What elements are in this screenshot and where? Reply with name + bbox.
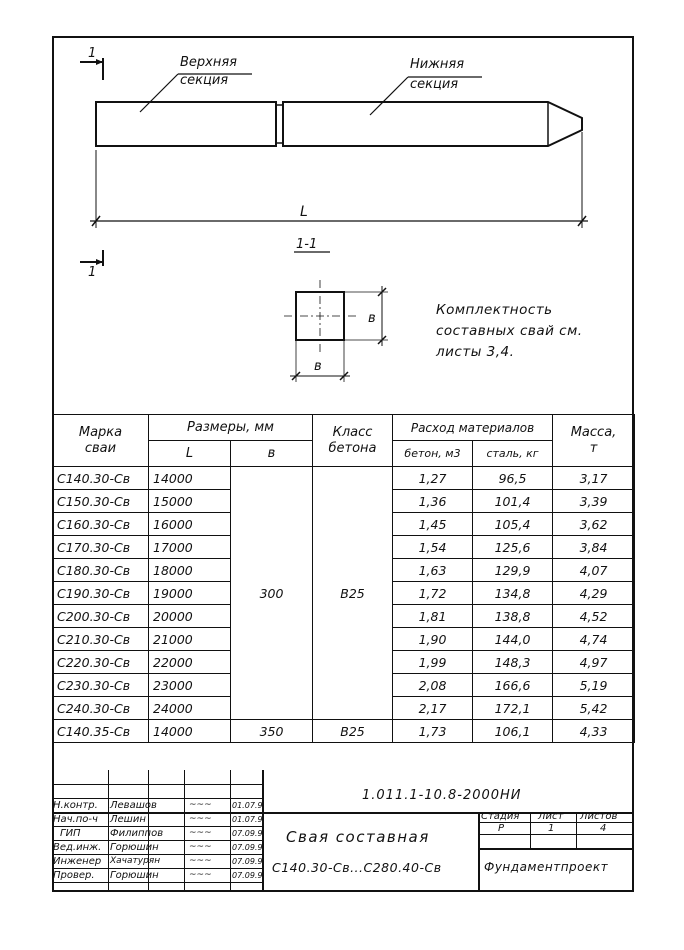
cell-mark: С190.30-Св: [53, 582, 149, 605]
role-name: Лешин: [110, 814, 146, 825]
stamp-hline: [478, 848, 634, 850]
cell-steel: 166,6: [473, 674, 553, 697]
section-mark-top: 1: [88, 46, 97, 61]
cell-mark: С240.30-Св: [53, 697, 149, 720]
header-concrete-class: Класс бетона: [313, 415, 393, 467]
cell-concrete: 1,36: [393, 490, 473, 513]
cell-mass: 4,29: [553, 582, 635, 605]
cut-title: 1-1: [296, 237, 318, 252]
doc-code: 1.011.1-10.8-2000НИ: [362, 788, 522, 803]
cell-concrete: 1,90: [393, 628, 473, 651]
role-name: Горюшин: [110, 842, 159, 853]
signature-icon: ~~~: [189, 856, 212, 866]
lower-leader: [370, 77, 408, 115]
sheets-value: 4: [600, 823, 607, 834]
cell-mass: 4,74: [553, 628, 635, 651]
cell-class: В25: [313, 720, 393, 743]
cell-mass: 4,07: [553, 559, 635, 582]
cell-steel: 106,1: [473, 720, 553, 743]
section-arrow-top-icon: [96, 59, 103, 65]
cell-steel: 129,9: [473, 559, 553, 582]
upper-leader: [140, 74, 178, 112]
cell-b: 350: [231, 720, 313, 743]
cell-steel: 172,1: [473, 697, 553, 720]
signature-icon: ~~~: [189, 842, 212, 852]
cell-l: 21000: [149, 628, 231, 651]
cell-l: 23000: [149, 674, 231, 697]
role-label: Провер.: [53, 870, 95, 881]
stamp-subtitle: С140.30-Св...С280.40-Св: [272, 860, 442, 875]
cell-mark: С170.30-Св: [53, 536, 149, 559]
role-date: 07.09.9: [232, 871, 263, 880]
table-body: [53, 467, 635, 743]
cell-mark: С220.30-Св: [53, 651, 149, 674]
sheets-label: Листов: [580, 811, 618, 822]
upper-section-body: [96, 102, 276, 146]
header-concrete: бетон, м3: [393, 441, 473, 467]
length-symbol: L: [300, 204, 308, 220]
spec-table: [52, 414, 635, 743]
cell-concrete: 2,08: [393, 674, 473, 697]
section-arrow-bottom-icon: [96, 259, 103, 265]
cell-mass: 5,42: [553, 697, 635, 720]
cell-mass: 3,62: [553, 513, 635, 536]
note-text: Комплектность составных свай см. листы 3,4.: [436, 302, 583, 360]
table-row-last: [53, 720, 635, 743]
cell-l: 14000: [149, 467, 231, 490]
cell-l: 16000: [149, 513, 231, 536]
cell-mark: С180.30-Св: [53, 559, 149, 582]
cell-concrete: 1,63: [393, 559, 473, 582]
role-name: Хачатурян: [110, 856, 161, 866]
cell-concrete: 1,27: [393, 467, 473, 490]
stamp-vline: [108, 770, 109, 892]
role-name: Левашов: [110, 800, 157, 811]
cell-mark: С140.30-Св: [53, 467, 149, 490]
cell-steel: 101,4: [473, 490, 553, 513]
cell-l: 24000: [149, 697, 231, 720]
cell-l: 19000: [149, 582, 231, 605]
cell-l: 20000: [149, 605, 231, 628]
role-date: 07.09.9: [232, 829, 263, 838]
sheet-label: Лист: [538, 811, 564, 822]
cell-mark: С160.30-Св: [53, 513, 149, 536]
role-label: Нач.по-ч: [53, 814, 98, 825]
cell-l: 18000: [149, 559, 231, 582]
role-date: 01.07.9: [232, 801, 263, 810]
header-size-b: в: [231, 441, 313, 467]
cell-steel: 125,6: [473, 536, 553, 559]
signature-icon: ~~~: [189, 800, 212, 810]
width-symbol-vertical: в: [368, 311, 376, 326]
sheet-value: 1: [548, 823, 555, 834]
cell-steel: 134,8: [473, 582, 553, 605]
signature-icon: ~~~: [189, 870, 212, 880]
cell-l: 14000: [149, 720, 231, 743]
cell-concrete: 1,72: [393, 582, 473, 605]
cell-l: 15000: [149, 490, 231, 513]
header-materials: Расход материалов: [393, 415, 553, 441]
section-mark-bottom: 1: [88, 265, 97, 280]
role-date: 07.09.9: [232, 857, 263, 866]
lower-section-body: [283, 102, 582, 146]
cell-mass: 4,52: [553, 605, 635, 628]
cell-class-merged: В25: [313, 467, 393, 720]
upper-section-label-1: Верхняя: [180, 55, 238, 70]
cell-steel: 138,8: [473, 605, 553, 628]
organization: Фундаментпроект: [484, 860, 609, 874]
role-name: Филиппов: [110, 828, 164, 839]
cell-steel: 148,3: [473, 651, 553, 674]
stamp-vline: [576, 812, 577, 848]
cell-b-merged: 300: [231, 467, 313, 720]
cell-l: 17000: [149, 536, 231, 559]
header-size-l: L: [149, 441, 231, 467]
cell-concrete: 1,73: [393, 720, 473, 743]
stamp-vline: [230, 770, 231, 892]
cell-mass: 3,84: [553, 536, 635, 559]
stamp-vline: [530, 812, 531, 848]
lower-section-label-1: Нижняя: [410, 57, 465, 72]
cell-mark: С230.30-Св: [53, 674, 149, 697]
cell-mark: С200.30-Св: [53, 605, 149, 628]
upper-section-label-2: секция: [180, 73, 229, 88]
stage-label: Стадия: [481, 811, 520, 822]
role-label: Н.контр.: [53, 800, 98, 811]
cell-steel: 105,4: [473, 513, 553, 536]
signature-icon: ~~~: [189, 828, 212, 838]
signature-icon: ~~~: [189, 814, 212, 824]
role-name: Горюшин: [110, 870, 159, 881]
stage-value: Р: [498, 823, 505, 834]
role-date: 07.09.9: [232, 843, 263, 852]
header-steel: сталь, кг: [473, 441, 553, 467]
cell-concrete: 1,54: [393, 536, 473, 559]
cell-mark: С210.30-Св: [53, 628, 149, 651]
stamp-hline: [478, 834, 634, 835]
cell-mark: С140.35-Св: [53, 720, 149, 743]
cell-concrete: 1,99: [393, 651, 473, 674]
cell-steel: 144,0: [473, 628, 553, 651]
role-date: 01.07.9: [232, 815, 263, 824]
cell-concrete: 1,45: [393, 513, 473, 536]
role-label: ГИП: [60, 828, 81, 839]
table-row: [53, 467, 635, 490]
header-sizes: Размеры, мм: [149, 415, 313, 441]
cell-mark: С150.30-Св: [53, 490, 149, 513]
cell-mass: 4,97: [553, 651, 635, 674]
stamp-title: Свая составная: [286, 828, 430, 846]
cell-concrete: 1,81: [393, 605, 473, 628]
section-joint: [276, 105, 283, 143]
cell-l: 22000: [149, 651, 231, 674]
header-mass: Масса, т: [553, 415, 635, 467]
lower-section-label-2: секция: [410, 77, 459, 92]
cell-mass: 5,19: [553, 674, 635, 697]
cell-mass: 4,33: [553, 720, 635, 743]
role-label: Инженер: [53, 856, 102, 867]
stamp-vline: [478, 812, 480, 892]
role-label: Вед.инж.: [53, 842, 102, 853]
cell-mass: 3,17: [553, 467, 635, 490]
stamp-vline: [184, 770, 185, 892]
cell-steel: 96,5: [473, 467, 553, 490]
header-mark: Марка сваи: [53, 415, 149, 467]
cell-concrete: 2,17: [393, 697, 473, 720]
cell-mass: 3,39: [553, 490, 635, 513]
width-symbol-horizontal: в: [314, 359, 322, 374]
